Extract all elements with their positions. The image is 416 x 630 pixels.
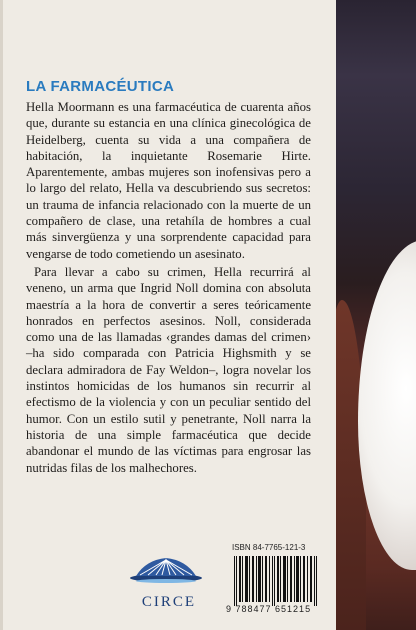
barcode-number: 9 788477 651215 bbox=[226, 604, 312, 614]
isbn-label: ISBN 84-7765-121-3 bbox=[232, 543, 306, 552]
cover-photo bbox=[336, 0, 416, 630]
circe-logo-icon bbox=[126, 548, 206, 588]
synopsis-paragraph-2: Para llevar a cabo su crimen, Hella recurrirá al veneno, un arma que Ingrid Noll domina con absoluta maestría a la hora de convertir a seres teóricamente honrados en perfectos asesinos. Noll, considerada como una de las llamadas ‹grandes damas del crimen› –ha sido comparada con Patricia Highsmith y se declara admiradora de Fay Weldon–, logra novelar los instintos homicidas de los humanos sin recurrir al efectismo de la violencia y con un peculiar sentido del humor. Con un estilo sutil y penetrante, Noll narra la historia de una simple farmacéutica que decide abandonar el mundo de las víctimas para engrosar las nutridas filas de los malhechores. bbox=[26, 264, 311, 475]
spine-edge bbox=[0, 0, 3, 630]
synopsis bbox=[26, 99, 311, 476]
publisher-name: CIRCE bbox=[141, 594, 197, 610]
synopsis-paragraph-1: Hella Moormann es una farmacéutica de cuarenta años que, durante su estancia en una clínica ginecológica de Heidelberg, cuenta su vida a una compañera de habitación, la inquietante Rosemarie Hirte. Aparentemente, ambas mujeres son inofensivas pero a lo largo del relato, Hella va descubriendo sus secretos: un trauma de infancia relacionado con la muerte de un compañero de clase, una retahíla de hombres a cual más sinvergüenza y una sorprendente capacidad para vengarse de todo cometiendo un asesinato. bbox=[26, 100, 311, 261]
photo-shoulder bbox=[358, 240, 416, 570]
book-title: LA FARMACÉUTICA bbox=[26, 78, 175, 95]
barcode-icon bbox=[232, 556, 320, 606]
